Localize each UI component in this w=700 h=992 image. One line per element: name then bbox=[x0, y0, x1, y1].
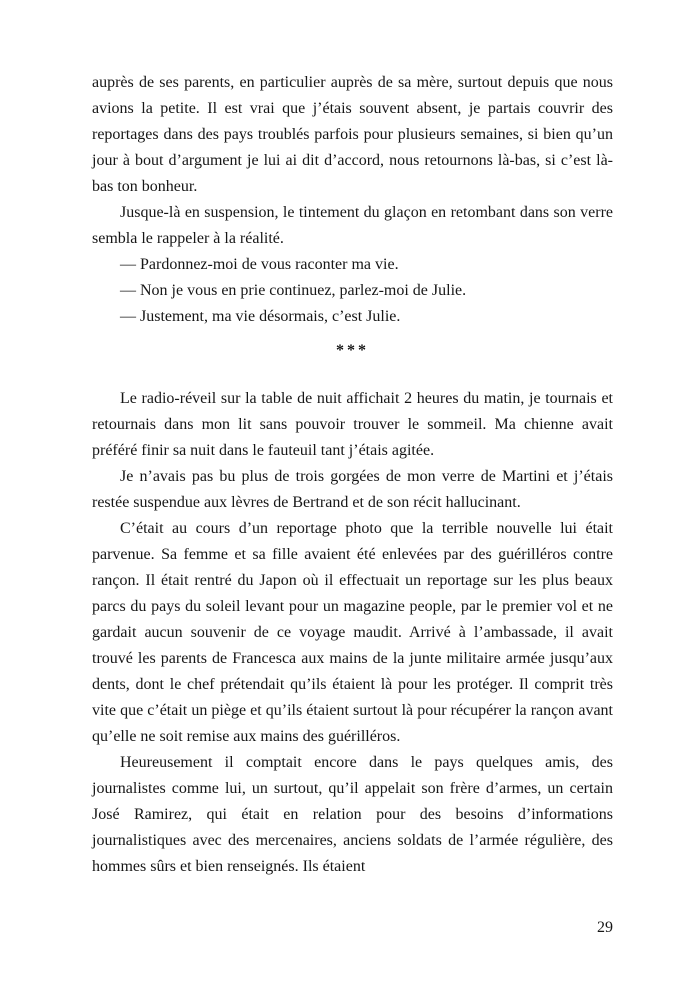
paragraph: Le radio-réveil sur la table de nuit affichait 2 heures du matin, je tournais et retournais dans mon lit sans pouvoir trouver le sommeil. Ma chienne avait préféré finir sa nuit dans le fauteuil tant j’étais agitée. bbox=[92, 390, 613, 459]
page-number: 29 bbox=[597, 919, 613, 936]
paragraph: Heureusement il comptait encore dans le pays quelques amis, des journalistes comme lui, un surtout, qu’il appelait son frère d’armes, un certain José Ramirez, qui était en relation pour des besoins d’informations journalistiques avec des mercenaires, anciens soldats de l’armée régulière, des hommes sûrs et bien renseignés. Ils étaient bbox=[92, 754, 613, 875]
section-separator: *** bbox=[336, 342, 369, 359]
paragraph: Jusque-là en suspension, le tintement du glaçon en retombant dans son verre sembla le rappeler à la réalité. bbox=[92, 204, 613, 247]
paragraph: C’était au cours d’un reportage photo que la terrible nouvelle lui était parvenue. Sa femme et sa fille avaient été enlevées par des guérilléros contre rançon. Il était rentré du Japon où il effectuait un reportage sur les plus beaux parcs du pays du soleil levant pour un magazine people, par le premier vol et ne gardait aucun souvenir de ce voyage maudit. Arrivé à l’ambassade, il avait trouvé les parents de Francesca aux mains de la junte militaire armée jusqu’aux dents, dont le chef prétendait qu’ils étaient là pour les protéger. Il comprit très vite que c’était un piège et qu’ils étaient surtout là pour récupérer la rançon avant qu’elle ne soit remise aux mains des guérilléros. bbox=[92, 520, 613, 745]
paragraph: Je n’avais pas bu plus de trois gorgées de mon verre de Martini et j’étais restée suspendue aux lèvres de Bertrand et de son récit hallucinant. bbox=[92, 468, 613, 511]
dialogue-line: — Justement, ma vie désormais, c’est Julie. bbox=[120, 308, 401, 325]
page-text bbox=[92, 70, 613, 880]
dialogue-line: — Non je vous en prie continuez, parlez-moi de Julie. bbox=[120, 282, 467, 299]
dialogue-line: — Pardonnez-moi de vous raconter ma vie. bbox=[120, 256, 399, 273]
paragraph: auprès de ses parents, en particulier auprès de sa mère, surtout depuis que nous avions la petite. Il est vrai que j’étais souvent absent, je partais couvrir des reportages dans des pays troublés parfois pour plusieurs semaines, si bien qu’un jour à bout d’argument je lui ai dit d’accord, nous retournons là-bas, si c’est là-bas ton bonheur. bbox=[92, 74, 613, 195]
